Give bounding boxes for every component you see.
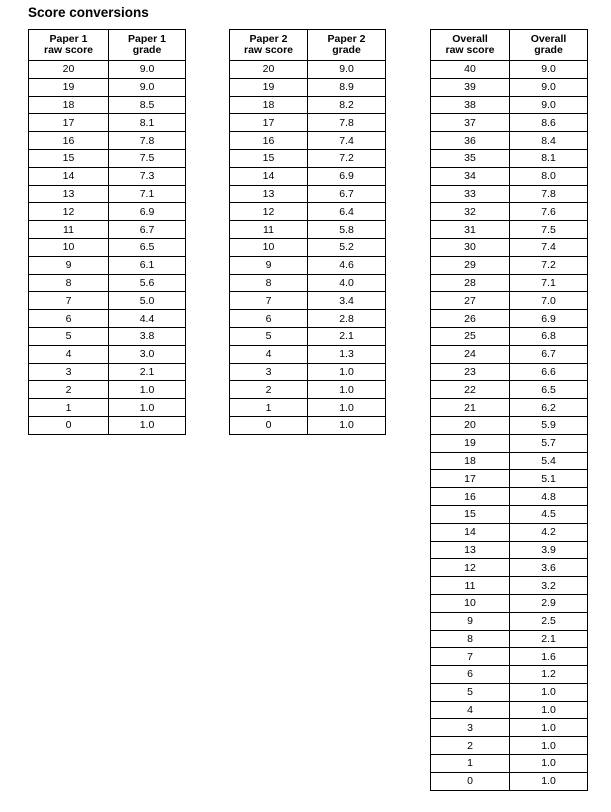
table-row: [29, 132, 186, 150]
table-row: [431, 701, 588, 719]
table-row: [431, 559, 588, 577]
grade-cell: 6.5: [510, 381, 588, 399]
table-row: [230, 167, 386, 185]
table-row: [431, 523, 588, 541]
table-row: [29, 78, 186, 96]
raw-score-cell: 9: [29, 256, 109, 274]
raw-score-cell: 4: [431, 701, 510, 719]
raw-score-cell: 0: [431, 772, 510, 790]
table-row: [431, 363, 588, 381]
raw-score-cell: 15: [29, 149, 109, 167]
grade-cell: 7.6: [510, 203, 588, 221]
raw-score-cell: 12: [230, 203, 308, 221]
table-row: [431, 274, 588, 292]
raw-score-cell: 21: [431, 399, 510, 417]
raw-score-cell: 14: [230, 167, 308, 185]
grade-cell: 6.7: [308, 185, 386, 203]
table-header-row: [230, 30, 386, 61]
raw-score-cell: 38: [431, 96, 510, 114]
paper1-conversion-table: [28, 29, 186, 435]
raw-score-cell: 37: [431, 114, 510, 132]
raw-score-cell: 4: [29, 345, 109, 363]
table-row: [431, 238, 588, 256]
grade-cell: 5.8: [308, 221, 386, 239]
raw-score-cell: 16: [230, 132, 308, 150]
table-row: [431, 78, 588, 96]
raw-score-cell: 5: [29, 327, 109, 345]
grade-cell: 4.0: [308, 274, 386, 292]
raw-score-cell: 2: [230, 381, 308, 399]
raw-score-cell: 40: [431, 61, 510, 79]
table-row: [431, 683, 588, 701]
raw-score-cell: 10: [29, 238, 109, 256]
grade-cell: 1.0: [510, 737, 588, 755]
table-row: [29, 61, 186, 79]
raw-score-cell: 30: [431, 238, 510, 256]
raw-score-cell: 3: [431, 719, 510, 737]
table-row: [431, 381, 588, 399]
raw-score-cell: 6: [431, 666, 510, 684]
table-row: [431, 772, 588, 790]
table-row: [431, 434, 588, 452]
grade-cell: 8.0: [510, 167, 588, 185]
raw-score-cell: 9: [431, 612, 510, 630]
raw-score-cell: 17: [230, 114, 308, 132]
raw-score-cell: 10: [431, 594, 510, 612]
table-row: [431, 256, 588, 274]
table-row: [431, 221, 588, 239]
grade-cell: 6.6: [510, 363, 588, 381]
grade-header: [109, 30, 186, 61]
raw-score-cell: 23: [431, 363, 510, 381]
raw-score-header: [29, 30, 109, 61]
grade-cell: 1.0: [308, 399, 386, 417]
grade-cell: 2.8: [308, 310, 386, 328]
raw-score-cell: 11: [29, 221, 109, 239]
header-line: Paper 2: [249, 33, 288, 45]
header-line: Paper 2: [327, 33, 366, 45]
table-row: [431, 149, 588, 167]
table-row: [29, 149, 186, 167]
table-row: [29, 96, 186, 114]
table-row: [431, 630, 588, 648]
grade-cell: 7.8: [510, 185, 588, 203]
grade-cell: 5.6: [109, 274, 186, 292]
table-row: [29, 167, 186, 185]
grade-cell: 1.0: [510, 755, 588, 773]
grade-cell: 5.0: [109, 292, 186, 310]
grade-cell: 1.0: [109, 381, 186, 399]
raw-score-cell: 13: [230, 185, 308, 203]
raw-score-cell: 34: [431, 167, 510, 185]
grade-cell: 3.2: [510, 577, 588, 595]
table-row: [431, 648, 588, 666]
table-row: [230, 132, 386, 150]
grade-cell: 8.1: [510, 149, 588, 167]
grade-cell: 4.8: [510, 488, 588, 506]
raw-score-cell: 35: [431, 149, 510, 167]
grade-cell: 7.0: [510, 292, 588, 310]
grade-cell: 1.3: [308, 345, 386, 363]
header-line: grade: [132, 44, 162, 56]
grade-cell: 1.0: [308, 381, 386, 399]
raw-score-cell: 19: [230, 78, 308, 96]
raw-score-cell: 20: [29, 61, 109, 79]
grade-cell: 4.4: [109, 310, 186, 328]
grade-cell: 2.1: [109, 363, 186, 381]
table-row: [431, 399, 588, 417]
raw-score-cell: 8: [230, 274, 308, 292]
table-row: [431, 292, 588, 310]
grade-cell: 3.4: [308, 292, 386, 310]
header-line: raw score: [445, 44, 495, 56]
table-row: [230, 399, 386, 417]
grade-cell: 6.7: [510, 345, 588, 363]
grade-cell: 1.0: [308, 363, 386, 381]
grade-cell: 5.1: [510, 470, 588, 488]
table-row: [431, 114, 588, 132]
table-row: [29, 185, 186, 203]
grade-cell: 1.0: [308, 416, 386, 434]
raw-score-cell: 5: [431, 683, 510, 701]
table-row: [29, 274, 186, 292]
raw-score-cell: 5: [230, 327, 308, 345]
raw-score-cell: 0: [230, 416, 308, 434]
grade-cell: 7.3: [109, 167, 186, 185]
grade-cell: 6.8: [510, 327, 588, 345]
header-line: grade: [534, 44, 563, 56]
table-row: [230, 238, 386, 256]
raw-score-cell: 3: [29, 363, 109, 381]
grade-cell: 8.4: [510, 132, 588, 150]
grade-cell: 8.2: [308, 96, 386, 114]
table-row: [431, 755, 588, 773]
table-row: [29, 203, 186, 221]
table-row: [431, 577, 588, 595]
raw-score-cell: 16: [431, 488, 510, 506]
table-row: [431, 416, 588, 434]
table-row: [230, 221, 386, 239]
grade-cell: 5.2: [308, 238, 386, 256]
grade-cell: 2.5: [510, 612, 588, 630]
raw-score-cell: 12: [431, 559, 510, 577]
grade-cell: 1.6: [510, 648, 588, 666]
paper2-conversion-table: [229, 29, 386, 435]
grade-header: [308, 30, 386, 61]
table-row: [29, 327, 186, 345]
header-line: Overall: [452, 33, 488, 45]
table-row: [230, 363, 386, 381]
header-line: raw score: [43, 44, 94, 56]
table-row: [431, 737, 588, 755]
raw-score-cell: 1: [230, 399, 308, 417]
grade-cell: 1.0: [109, 399, 186, 417]
table-row: [230, 256, 386, 274]
table-row: [230, 327, 386, 345]
table-header-row: [431, 30, 588, 61]
raw-score-cell: 25: [431, 327, 510, 345]
raw-score-cell: 11: [431, 577, 510, 595]
raw-score-cell: 36: [431, 132, 510, 150]
grade-cell: 7.5: [109, 149, 186, 167]
grade-cell: 1.0: [510, 772, 588, 790]
grade-cell: 8.5: [109, 96, 186, 114]
table-row: [29, 363, 186, 381]
table-row: [230, 416, 386, 434]
raw-score-cell: 19: [431, 434, 510, 452]
grade-cell: 5.7: [510, 434, 588, 452]
grade-cell: 9.0: [510, 96, 588, 114]
grade-cell: 6.9: [308, 167, 386, 185]
raw-score-cell: 0: [29, 416, 109, 434]
raw-score-cell: 14: [431, 523, 510, 541]
table-row: [431, 203, 588, 221]
table-row: [230, 292, 386, 310]
grade-cell: 8.9: [308, 78, 386, 96]
raw-score-cell: 9: [230, 256, 308, 274]
grade-cell: 5.4: [510, 452, 588, 470]
raw-score-cell: 13: [29, 185, 109, 203]
grade-cell: 2.9: [510, 594, 588, 612]
grade-cell: 2.1: [510, 630, 588, 648]
table-row: [29, 292, 186, 310]
grade-cell: 3.6: [510, 559, 588, 577]
grade-cell: 7.2: [510, 256, 588, 274]
overall-conversion-table: [430, 29, 588, 791]
raw-score-cell: 1: [431, 755, 510, 773]
grade-cell: 1.2: [510, 666, 588, 684]
grade-cell: 7.4: [308, 132, 386, 150]
raw-score-cell: 2: [29, 381, 109, 399]
raw-score-cell: 16: [29, 132, 109, 150]
raw-score-cell: 27: [431, 292, 510, 310]
raw-score-cell: 8: [29, 274, 109, 292]
table-row: [29, 238, 186, 256]
grade-header: [510, 30, 588, 61]
grade-cell: 1.0: [510, 719, 588, 737]
table-row: [431, 541, 588, 559]
table-row: [431, 327, 588, 345]
table-row: [29, 310, 186, 328]
grade-cell: 4.2: [510, 523, 588, 541]
grade-cell: 9.0: [109, 61, 186, 79]
grade-cell: 6.9: [109, 203, 186, 221]
raw-score-cell: 7: [431, 648, 510, 666]
table-row: [230, 61, 386, 79]
table-header-row: [29, 30, 186, 61]
raw-score-cell: 7: [230, 292, 308, 310]
table-row: [230, 185, 386, 203]
grade-cell: 3.0: [109, 345, 186, 363]
table-row: [29, 114, 186, 132]
table-row: [431, 132, 588, 150]
table-row: [29, 416, 186, 434]
table-row: [29, 256, 186, 274]
table-row: [230, 114, 386, 132]
table-row: [230, 203, 386, 221]
raw-score-cell: 22: [431, 381, 510, 399]
grade-cell: 1.0: [510, 701, 588, 719]
raw-score-cell: 39: [431, 78, 510, 96]
raw-score-cell: 6: [230, 310, 308, 328]
raw-score-header: [431, 30, 510, 61]
raw-score-cell: 3: [230, 363, 308, 381]
table-row: [431, 96, 588, 114]
grade-cell: 7.2: [308, 149, 386, 167]
raw-score-cell: 19: [29, 78, 109, 96]
grade-cell: 2.1: [308, 327, 386, 345]
grade-cell: 4.6: [308, 256, 386, 274]
grade-cell: 7.5: [510, 221, 588, 239]
grade-cell: 6.1: [109, 256, 186, 274]
table-row: [431, 185, 588, 203]
raw-score-cell: 13: [431, 541, 510, 559]
raw-score-cell: 2: [431, 737, 510, 755]
table-row: [431, 167, 588, 185]
raw-score-cell: 18: [29, 96, 109, 114]
table-row: [230, 274, 386, 292]
grade-cell: 4.5: [510, 505, 588, 523]
table-row: [230, 381, 386, 399]
table-row: [230, 96, 386, 114]
grade-cell: 9.0: [308, 61, 386, 79]
raw-score-cell: 33: [431, 185, 510, 203]
raw-score-cell: 31: [431, 221, 510, 239]
raw-score-cell: 15: [230, 149, 308, 167]
table-row: [431, 345, 588, 363]
header-line: Paper 1: [49, 33, 88, 45]
grade-cell: 5.9: [510, 416, 588, 434]
grade-cell: 8.6: [510, 114, 588, 132]
grade-cell: 6.2: [510, 399, 588, 417]
grade-cell: 7.1: [109, 185, 186, 203]
table-row: [230, 345, 386, 363]
grade-cell: 7.4: [510, 238, 588, 256]
raw-score-cell: 1: [29, 399, 109, 417]
grade-cell: 1.0: [109, 416, 186, 434]
raw-score-cell: 15: [431, 505, 510, 523]
table-row: [29, 345, 186, 363]
raw-score-cell: 26: [431, 310, 510, 328]
grade-cell: 9.0: [109, 78, 186, 96]
table-row: [230, 78, 386, 96]
header-line: Overall: [530, 33, 567, 45]
page-title: Score conversions: [28, 5, 149, 20]
table-row: [431, 310, 588, 328]
table-row: [431, 452, 588, 470]
header-line: raw score: [243, 44, 294, 56]
raw-score-cell: 12: [29, 203, 109, 221]
header-line: grade: [332, 44, 361, 56]
raw-score-cell: 18: [431, 452, 510, 470]
grade-cell: 9.0: [510, 61, 588, 79]
raw-score-header: [230, 30, 308, 61]
table-row: [431, 594, 588, 612]
table-row: [230, 149, 386, 167]
table-row: [431, 612, 588, 630]
table-row: [431, 505, 588, 523]
grade-cell: 3.9: [510, 541, 588, 559]
grade-cell: 7.1: [510, 274, 588, 292]
table-row: [431, 666, 588, 684]
header-line: Paper 1: [128, 33, 166, 45]
table-row: [29, 399, 186, 417]
raw-score-cell: 29: [431, 256, 510, 274]
grade-cell: 1.0: [510, 683, 588, 701]
table-row: [431, 470, 588, 488]
grade-cell: 6.9: [510, 310, 588, 328]
raw-score-cell: 17: [431, 470, 510, 488]
raw-score-cell: 14: [29, 167, 109, 185]
grade-cell: 7.8: [308, 114, 386, 132]
table-row: [431, 61, 588, 79]
raw-score-cell: 24: [431, 345, 510, 363]
raw-score-cell: 28: [431, 274, 510, 292]
grade-cell: 3.8: [109, 327, 186, 345]
raw-score-cell: 20: [230, 61, 308, 79]
raw-score-cell: 6: [29, 310, 109, 328]
raw-score-cell: 18: [230, 96, 308, 114]
grade-cell: 9.0: [510, 78, 588, 96]
raw-score-cell: 32: [431, 203, 510, 221]
raw-score-cell: 7: [29, 292, 109, 310]
table-row: [431, 488, 588, 506]
table-row: [431, 719, 588, 737]
grade-cell: 6.4: [308, 203, 386, 221]
grade-cell: 7.8: [109, 132, 186, 150]
raw-score-cell: 4: [230, 345, 308, 363]
raw-score-cell: 11: [230, 221, 308, 239]
grade-cell: 8.1: [109, 114, 186, 132]
raw-score-cell: 10: [230, 238, 308, 256]
table-row: [29, 221, 186, 239]
raw-score-cell: 8: [431, 630, 510, 648]
grade-cell: 6.5: [109, 238, 186, 256]
raw-score-cell: 17: [29, 114, 109, 132]
table-row: [29, 381, 186, 399]
grade-cell: 6.7: [109, 221, 186, 239]
raw-score-cell: 20: [431, 416, 510, 434]
table-row: [230, 310, 386, 328]
